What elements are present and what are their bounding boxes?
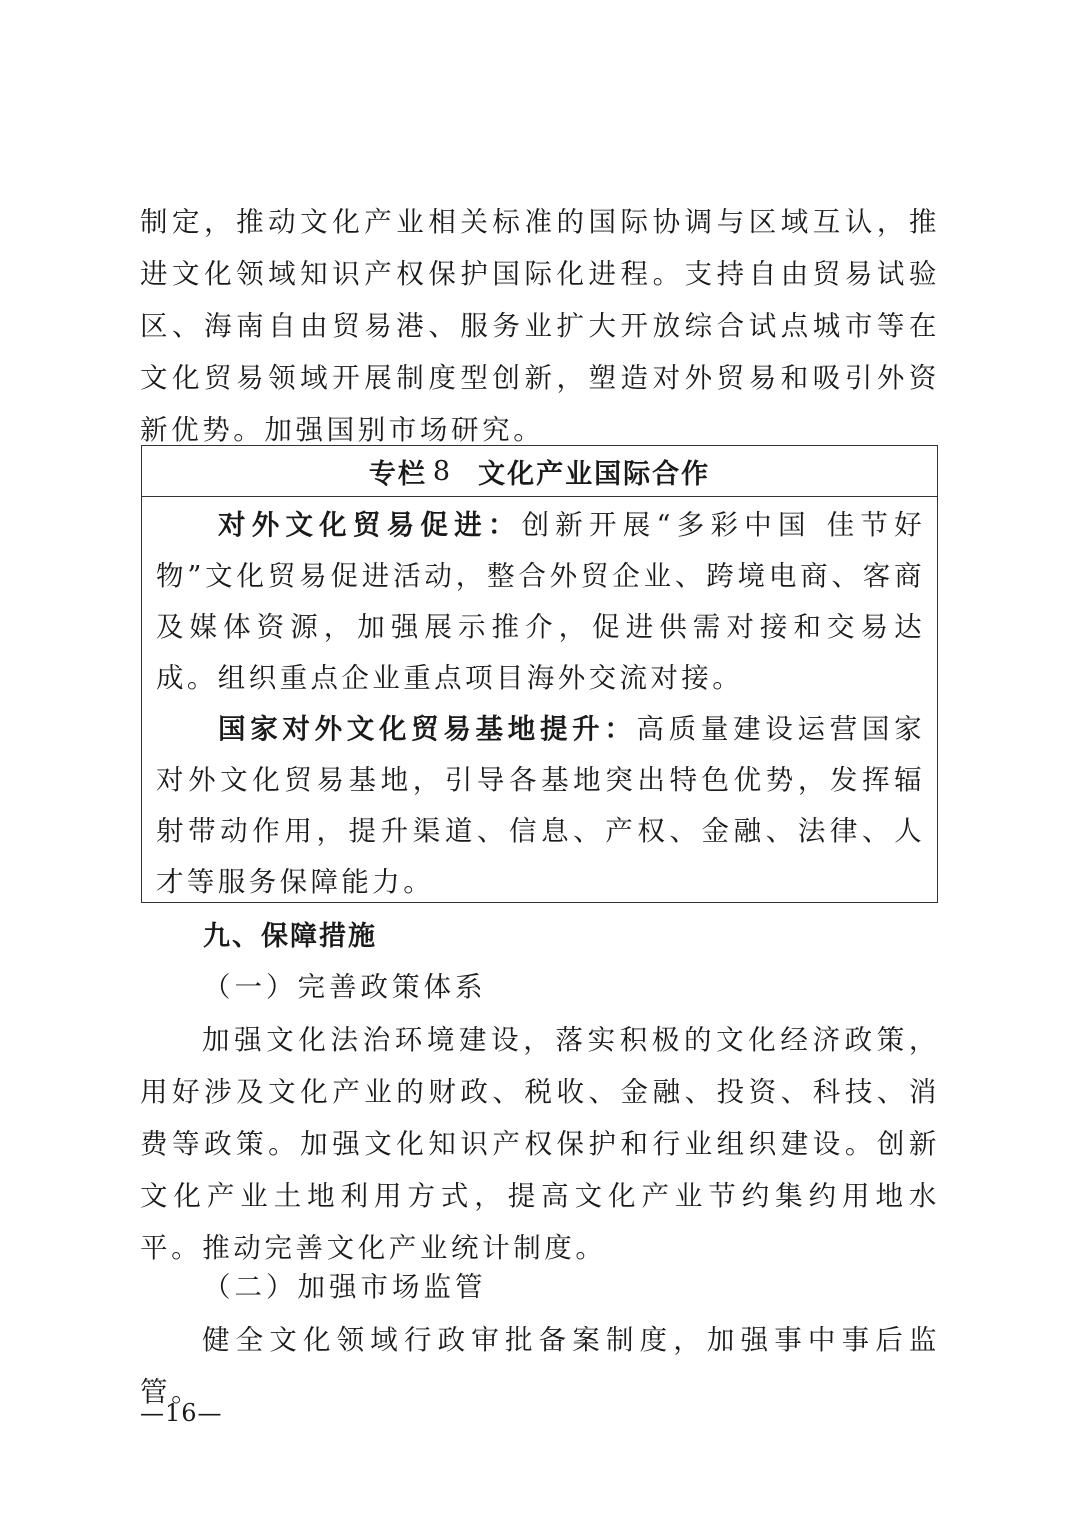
feature-box-label: 专栏 — [368, 458, 427, 490]
intro-paragraph: 制定，推动文化产业相关标准的国际协调与区域互认，推进文化领域知识产权保护国际化进程。支持自由贸易试验区、海南自由贸易港、服务业扩大开放综合试点城市等在文化贸易领域开展制度型创新，塑造对外贸易和吸引外资新优势。加强国别市场研究。 — [140, 206, 940, 446]
feature-item-trade-promotion — [156, 500, 925, 704]
policy-paragraph: 加强文化法治环境建设，落实积极的文化经济政策，用好涉及文化产业的财政、税收、金融、投资、科技、消费等政策。加强文化知识产权保护和行业组织建设。创新文化产业土地利用方式，提高文化产业节约集约用地水平。推动完善文化产业统计制度。 — [140, 1024, 940, 1264]
feature-box-number: 8 — [432, 455, 453, 487]
feature-box-body — [142, 497, 937, 908]
feature-item-lead: 对外文化贸易促进： — [218, 509, 522, 541]
feature-item-text: 高质量建设运营国家对外文化贸易基地，引导各基地突出特色优势，发挥辐射带动作用，提升渠道、信息、产权、金融、法律、人才等服务保障能力。 — [156, 713, 925, 898]
feature-box — [141, 445, 938, 903]
feature-item-lead: 国家对外文化贸易基地提升： — [218, 713, 637, 745]
subsection-heading-market: （二）加强市场监管 — [203, 1271, 487, 1303]
page-number: —16— — [140, 1399, 223, 1427]
feature-box-title: 文化产业国际合作 — [478, 458, 711, 490]
feature-box-header — [142, 446, 937, 497]
subsection-heading-policy: （一）完善政策体系 — [203, 971, 487, 1003]
section-heading: 九、保障措施 — [203, 921, 377, 952]
feature-item-text: 创新开展“多彩中国 佳节好物”文化贸易促进活动，整合外贸企业、跨境电商、客商及媒体资源，加强展示推介，促进供需对接和交易达成。组织重点企业重点项目海外交流对接。 — [156, 509, 925, 694]
feature-item-trade-base — [156, 704, 925, 908]
market-paragraph: 健全文化领域行政审批备案制度，加强事中事后监管。 — [140, 1324, 940, 1408]
